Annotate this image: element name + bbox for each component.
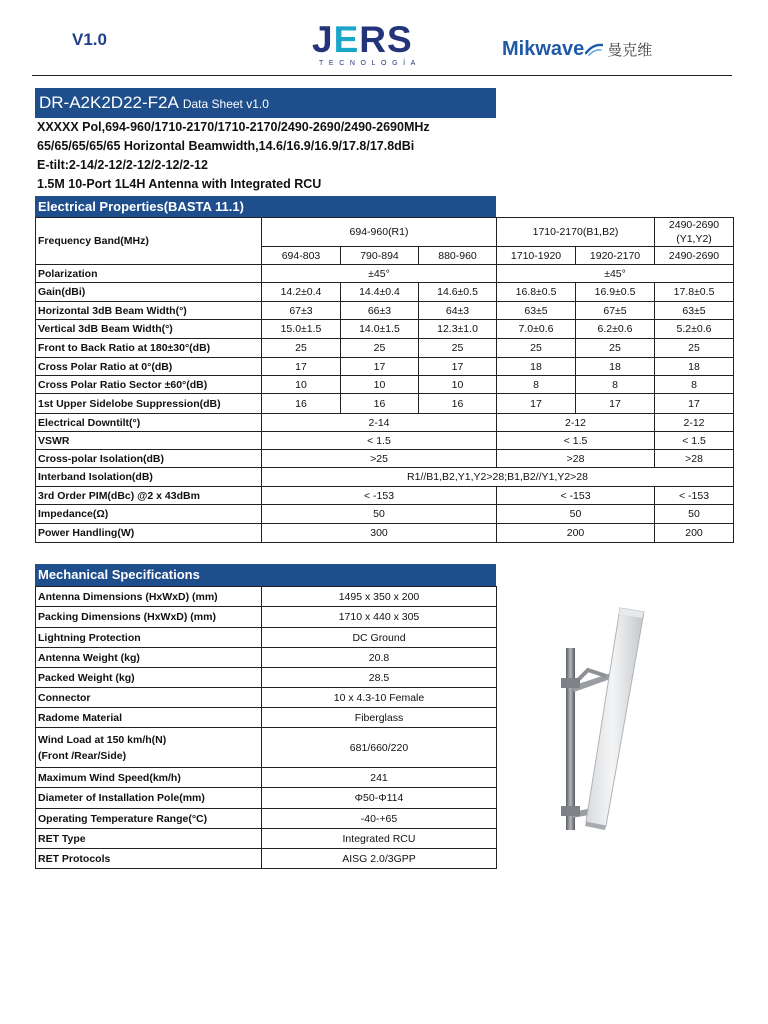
cell: 25: [497, 339, 576, 358]
table-row: [36, 809, 497, 829]
cell: 10: [419, 376, 497, 394]
table-row: [36, 376, 734, 394]
cell: 17: [262, 358, 341, 376]
subband-cell: 790-894: [341, 247, 419, 265]
subband-cell: 1920-2170: [576, 247, 655, 265]
table-row: [36, 628, 497, 648]
cell: 17: [341, 358, 419, 376]
mikwave-swoosh-icon: [585, 42, 603, 56]
cell: 28.5: [262, 668, 497, 688]
row-label: RET Type: [36, 829, 262, 849]
row-label: 3rd Order PIM(dBc) @2 x 43dBm: [36, 487, 262, 505]
row-label: Power Handling(W): [36, 524, 262, 543]
row-label: Lightning Protection: [36, 628, 262, 648]
table-row: [36, 849, 497, 869]
table-row: [36, 688, 497, 708]
row-label: Diameter of Installation Pole(mm): [36, 788, 262, 809]
polarization-low: ±45°: [262, 265, 497, 283]
table-row: [36, 394, 734, 414]
cell: 300: [262, 524, 497, 543]
row-label: Cross Polar Ratio Sector ±60°(dB): [36, 376, 262, 394]
row-label: Packed Weight (kg): [36, 668, 262, 688]
cell: 67±5: [576, 302, 655, 320]
cell: 7.0±0.6: [497, 320, 576, 339]
row-label: Horizontal 3dB Beam Width(°): [36, 302, 262, 320]
row-label: Cross Polar Ratio at 0°(dB): [36, 358, 262, 376]
cell: 50: [497, 505, 655, 524]
row-label: Polarization: [36, 265, 262, 283]
table-row: [36, 265, 734, 283]
cell: 25: [655, 339, 734, 358]
table-row: [36, 302, 734, 320]
row-label: 1st Upper Sidelobe Suppression(dB): [36, 394, 262, 414]
row-label: Interband Isolation(dB): [36, 468, 262, 487]
band-group-high: 2490-2690 (Y1,Y2): [655, 218, 734, 247]
cell: >28: [497, 450, 655, 468]
row-label: Cross-polar Isolation(dB): [36, 450, 262, 468]
cell: 16: [262, 394, 341, 414]
cell: < 1.5: [497, 432, 655, 450]
cell: < -153: [497, 487, 655, 505]
cell: Φ50-Φ114: [262, 788, 497, 809]
row-label: Electrical Downtilt(°): [36, 414, 262, 432]
jers-logo-tagline: TECNOLOGÍA: [319, 60, 421, 67]
cell: 10: [262, 376, 341, 394]
cell: 14.4±0.4: [341, 283, 419, 302]
table-row: [36, 283, 734, 302]
description-line: 1.5M 10-Port 1L4H Antenna with Integrated RCU: [37, 177, 322, 191]
table-row: [36, 505, 734, 524]
cell: 16.8±0.5: [497, 283, 576, 302]
version-label: V1.0: [72, 30, 107, 49]
document-type: Data Sheet v1.0: [182, 97, 269, 111]
table-row: [36, 414, 734, 432]
cell: 15.0±1.5: [262, 320, 341, 339]
jers-logo: [312, 20, 426, 72]
table-row: [36, 218, 734, 247]
cell: 50: [655, 505, 734, 524]
mechanical-specifications-table: [35, 586, 497, 869]
cell: 25: [419, 339, 497, 358]
cell: -40-+65: [262, 809, 497, 829]
cell: 20.8: [262, 648, 497, 668]
cell: R1//B1,B2,Y1,Y2>28;B1,B2//Y1,Y2>28: [262, 468, 734, 487]
table-row: [36, 668, 497, 688]
cell: >25: [262, 450, 497, 468]
row-label: Impedance(Ω): [36, 505, 262, 524]
table-row: [36, 728, 497, 768]
table-row: [36, 648, 497, 668]
table-row: [36, 607, 497, 628]
description-line: XXXXX Pol,694-960/1710-2170/1710-2170/2490-2690/2490-2690MHz: [37, 120, 430, 134]
cell: 681/660/220: [262, 728, 497, 768]
cell: 14.0±1.5: [341, 320, 419, 339]
cell: 25: [576, 339, 655, 358]
row-label: Front to Back Ratio at 180±30°(dB): [36, 339, 262, 358]
cell: < -153: [262, 487, 497, 505]
cell: 17: [655, 394, 734, 414]
datasheet-title-bar: [35, 88, 496, 118]
mikwave-chinese-name: 曼克维: [607, 41, 653, 59]
cell: 16.9±0.5: [576, 283, 655, 302]
cell: >28: [655, 450, 734, 468]
band-group-mid: 1710-2170(B1,B2): [497, 218, 655, 247]
cell: 66±3: [341, 302, 419, 320]
row-label: Frequency Band(MHz): [36, 218, 262, 265]
table-row: [36, 708, 497, 728]
table-row: [36, 450, 734, 468]
cell: 67±3: [262, 302, 341, 320]
electrical-section-heading: Electrical Properties(BASTA 11.1): [35, 196, 496, 217]
cell: 17: [576, 394, 655, 414]
table-row: [36, 768, 497, 788]
table-row: [36, 524, 734, 543]
row-label: Connector: [36, 688, 262, 708]
cell: < 1.5: [655, 432, 734, 450]
polarization-high: ±45°: [497, 265, 734, 283]
cell: 2-12: [497, 414, 655, 432]
description-line: 65/65/65/65/65 Horizontal Beamwidth,14.6/16.9/16.9/17.8/17.8dBi: [37, 139, 415, 153]
cell: 18: [576, 358, 655, 376]
cell: 64±3: [419, 302, 497, 320]
cell: 200: [497, 524, 655, 543]
cell: 2-14: [262, 414, 497, 432]
band-group-low: 694-960(R1): [262, 218, 497, 247]
cell: 8: [655, 376, 734, 394]
subband-cell: 880-960: [419, 247, 497, 265]
cell: AISG 2.0/3GPP: [262, 849, 497, 869]
row-label: RET Protocols: [36, 849, 262, 869]
cell: 25: [262, 339, 341, 358]
description-line: E-tilt:2-14/2-12/2-12/2-12/2-12: [37, 158, 208, 172]
cell: 16: [341, 394, 419, 414]
cell: 17.8±0.5: [655, 283, 734, 302]
table-row: [36, 788, 497, 809]
row-label: VSWR: [36, 432, 262, 450]
cell: 14.2±0.4: [262, 283, 341, 302]
cell: 17: [497, 394, 576, 414]
mechanical-section-heading: Mechanical Specifications: [35, 564, 496, 586]
table-row: [36, 829, 497, 849]
cell: 63±5: [497, 302, 576, 320]
row-label: Vertical 3dB Beam Width(°): [36, 320, 262, 339]
cell: 2-12: [655, 414, 734, 432]
cell: 10: [341, 376, 419, 394]
cell: 25: [341, 339, 419, 358]
table-row: [36, 339, 734, 358]
row-label: Antenna Dimensions (HxWxD) (mm): [36, 587, 262, 607]
subband-cell: 2490-2690: [655, 247, 734, 265]
subband-cell: 694-803: [262, 247, 341, 265]
cell: 18: [497, 358, 576, 376]
row-label: Gain(dBi): [36, 283, 262, 302]
table-row: [36, 587, 497, 607]
antenna-product-image: [536, 600, 668, 835]
electrical-properties-table: [35, 217, 734, 543]
model-number: DR-A2K2D22-F2A: [39, 93, 179, 112]
cell: 10 x 4.3-10 Female: [262, 688, 497, 708]
cell: < 1.5: [262, 432, 497, 450]
cell: 8: [497, 376, 576, 394]
cell: 1495 x 350 x 200: [262, 587, 497, 607]
cell: Integrated RCU: [262, 829, 497, 849]
cell: 14.6±0.5: [419, 283, 497, 302]
row-label: Radome Material: [36, 708, 262, 728]
table-row: [36, 358, 734, 376]
cell: 8: [576, 376, 655, 394]
cell: 12.3±1.0: [419, 320, 497, 339]
mikwave-logo: [502, 36, 652, 62]
cell: 5.2±0.6: [655, 320, 734, 339]
subband-cell: 1710-1920: [497, 247, 576, 265]
row-label: Packing Dimensions (HxWxD) (mm): [36, 607, 262, 628]
table-row: [36, 487, 734, 505]
row-label: Antenna Weight (kg): [36, 648, 262, 668]
cell: 200: [655, 524, 734, 543]
table-row: [36, 320, 734, 339]
row-label: Wind Load at 150 km/h(N) (Front /Rear/Side): [36, 728, 262, 768]
cell: < -153: [655, 487, 734, 505]
table-row: [36, 432, 734, 450]
table-row: [36, 468, 734, 487]
row-label: Operating Temperature Range(°C): [36, 809, 262, 829]
row-label: Maximum Wind Speed(km/h): [36, 768, 262, 788]
mikwave-wordmark: Mikwave: [502, 37, 585, 60]
cell: 16: [419, 394, 497, 414]
cell: 18: [655, 358, 734, 376]
cell: Fiberglass: [262, 708, 497, 728]
cell: DC Ground: [262, 628, 497, 648]
jers-logo-wordmark: JERS: [312, 19, 413, 60]
cell: 17: [419, 358, 497, 376]
cell: 1710 x 440 x 305: [262, 607, 497, 628]
cell: 50: [262, 505, 497, 524]
cell: 241: [262, 768, 497, 788]
cell: 6.2±0.6: [576, 320, 655, 339]
cell: 63±5: [655, 302, 734, 320]
header-divider: [32, 75, 732, 76]
